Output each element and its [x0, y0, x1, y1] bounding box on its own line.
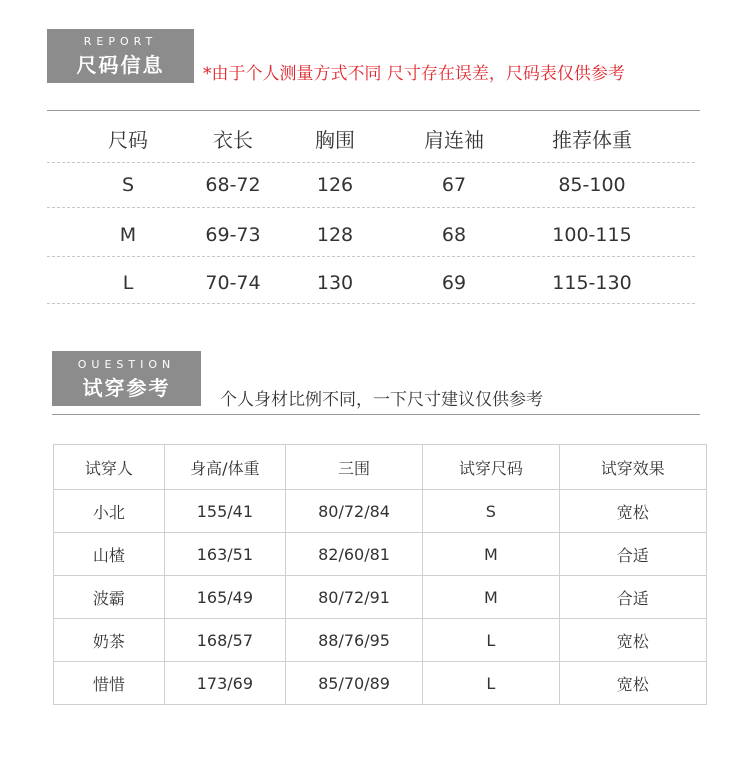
- size-chart-cell: S: [121, 174, 135, 196]
- size-chart-header: 胸围: [315, 128, 355, 152]
- size-chart-cell: 100-115: [552, 224, 632, 246]
- trial-table-cell: L: [423, 619, 559, 662]
- size-chart-header: 衣长: [213, 128, 253, 152]
- size-chart-cell: 70-74: [205, 272, 261, 294]
- table-row: [54, 533, 707, 576]
- trial-table-cell: 168/57: [164, 619, 285, 662]
- size-chart-cell: L: [122, 272, 134, 294]
- size-chart-cell: 67: [441, 174, 467, 196]
- trial-table-cell: 80/72/84: [285, 490, 422, 533]
- trial-table-cell: S: [423, 490, 559, 533]
- trial-table-cell: 82/60/81: [285, 533, 422, 576]
- size-chart-cell: 130: [316, 272, 354, 294]
- size-chart-cell: 126: [316, 174, 354, 196]
- trial-table-header: 试穿尺码: [423, 445, 559, 490]
- size-chart-cell: 85-100: [558, 174, 626, 196]
- trial-table-cell: 山楂: [54, 533, 165, 576]
- trial-table-cell: 173/69: [164, 662, 285, 705]
- trial-table-header: 三围: [285, 445, 422, 490]
- size-chart-row-divider: [47, 162, 695, 163]
- table-row: [54, 619, 707, 662]
- trial-table-cell: 163/51: [164, 533, 285, 576]
- report-divider: [47, 110, 700, 111]
- trial-fit-table: [53, 444, 707, 705]
- trial-table-header-row: [54, 445, 707, 490]
- trial-table-cell: 小北: [54, 490, 165, 533]
- size-chart-row-divider: [47, 207, 695, 208]
- trial-table-cell: 85/70/89: [285, 662, 422, 705]
- report-tag-chinese: 尺码信息: [76, 53, 165, 77]
- trial-table-cell: 88/76/95: [285, 619, 422, 662]
- trial-table-header: 身高/体重: [164, 445, 285, 490]
- size-chart-row-divider: [47, 256, 695, 257]
- size-chart-cell: 68: [441, 224, 467, 246]
- question-divider: [52, 414, 700, 415]
- trial-table-cell: 155/41: [164, 490, 285, 533]
- size-chart-header: 推荐体重: [552, 128, 632, 152]
- question-tag-chinese: 试穿参考: [82, 376, 171, 400]
- size-chart-cell: 69-73: [205, 224, 261, 246]
- report-tag-english: REPORT: [83, 35, 158, 48]
- size-chart-row-divider: [47, 303, 695, 304]
- trial-table-cell: L: [423, 662, 559, 705]
- size-chart-cell: 68-72: [205, 174, 261, 196]
- size-chart-header: 尺码: [108, 128, 148, 152]
- question-section-tag: [52, 351, 201, 406]
- fit-advice-note: 个人身材比例不同，一下尺寸建议仅供参考: [220, 390, 543, 410]
- trial-table-cell: 奶茶: [54, 619, 165, 662]
- trial-table-cell: 宽松: [559, 619, 706, 662]
- trial-table-cell: 80/72/91: [285, 576, 422, 619]
- trial-table-cell: M: [423, 533, 559, 576]
- trial-table-cell: 合适: [559, 576, 706, 619]
- report-section-tag: [47, 29, 194, 83]
- trial-table-cell: 合适: [559, 533, 706, 576]
- table-row: [54, 490, 707, 533]
- trial-table-cell: 165/49: [164, 576, 285, 619]
- size-chart-cell: M: [119, 224, 137, 246]
- trial-table-cell: M: [423, 576, 559, 619]
- trial-table-cell: 惜惜: [54, 662, 165, 705]
- table-row: [54, 662, 707, 705]
- size-chart-cell: 115-130: [552, 272, 632, 294]
- trial-table-header: 试穿人: [54, 445, 165, 490]
- size-chart-cell: 128: [316, 224, 354, 246]
- size-chart-header: 肩连袖: [424, 128, 484, 152]
- measurement-disclaimer: *由于个人测量方式不同 尺寸存在误差，尺码表仅供参考: [203, 64, 625, 84]
- table-row: [54, 576, 707, 619]
- size-chart-cell: 69: [441, 272, 467, 294]
- trial-table-cell: 宽松: [559, 490, 706, 533]
- question-tag-english: OUESTION: [77, 358, 176, 371]
- trial-table-header: 试穿效果: [559, 445, 706, 490]
- trial-table-cell: 波霸: [54, 576, 165, 619]
- trial-table-cell: 宽松: [559, 662, 706, 705]
